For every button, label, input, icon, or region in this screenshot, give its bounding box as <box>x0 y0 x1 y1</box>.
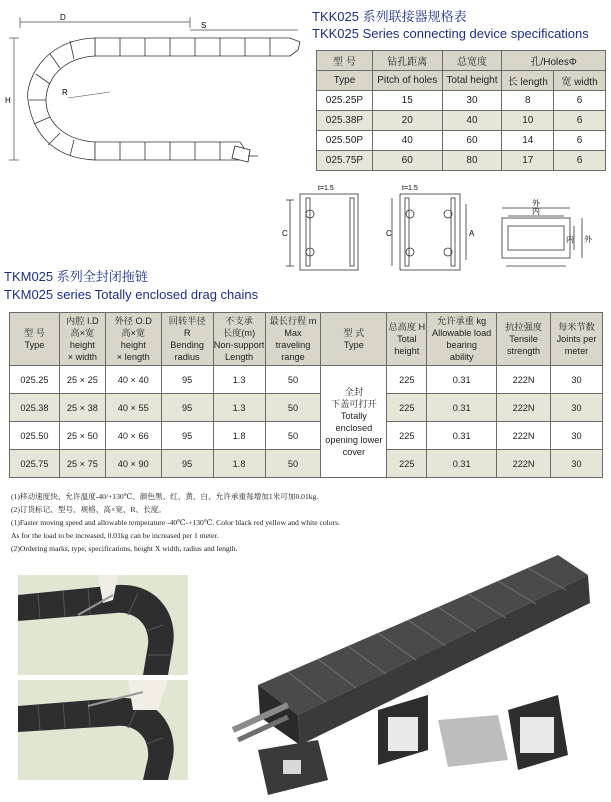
dim-label-r: R <box>62 88 68 97</box>
table-cell: 17 <box>502 151 554 171</box>
side-plate-outline <box>300 194 358 270</box>
header-load: 允许承重 kg Allowable load bearing ability <box>427 313 497 366</box>
header-tensile: 抗拉强度 Tensile strength <box>497 313 551 366</box>
table-cell: 30 <box>551 422 603 450</box>
conn-header-length: 长 length <box>502 71 554 91</box>
table-cell: 025.75 <box>10 450 60 478</box>
table-cell: 40 × 55 <box>105 394 161 422</box>
dim-label-c2: C <box>386 229 392 238</box>
table-cell: 225 <box>387 366 427 394</box>
table-cell: 10 <box>502 111 554 131</box>
table-row <box>10 422 603 450</box>
chain-upper-run <box>95 38 300 56</box>
note-1-en: (1)Faster moving speed and allowable temperature -40℃-+130℃. Color black red yellow and white colors. <box>11 518 340 527</box>
table-cell: 6 <box>554 131 606 151</box>
header-non-support-length: 不支承 长度(m) Non-support Length <box>213 313 265 366</box>
table-cell: 95 <box>161 422 213 450</box>
table-cell: 0.31 <box>427 422 497 450</box>
header-outer-diameter: 外径 O.D 高×宽 height × length <box>105 313 161 366</box>
table-cell: 6 <box>554 111 606 131</box>
table-row <box>317 151 606 171</box>
conn-header-type-en: Type <box>317 71 373 91</box>
header-total-height: 总高度 H Total height <box>387 313 427 366</box>
table-cell: 222N <box>497 366 551 394</box>
table-cell: 0.31 <box>427 394 497 422</box>
table-row <box>10 394 603 422</box>
dim-label-outer: 外 <box>532 199 540 208</box>
table-cell: 0.31 <box>427 366 497 394</box>
dim-label-outer-side: 外 <box>584 235 592 244</box>
photo-chain-closing <box>18 680 188 780</box>
header-inner-diameter: 内腔 I.D 高×宽 height × width <box>59 313 105 366</box>
dim-label-d: D <box>60 13 66 22</box>
photo-enclosed-drag-chain <box>228 545 611 802</box>
table-cell: 50 <box>265 450 321 478</box>
table-cell: 25 × 50 <box>59 422 105 450</box>
photo-chain-opening <box>18 575 188 675</box>
table-cell: 80 <box>442 151 502 171</box>
table-cell: 20 <box>372 111 442 131</box>
table-cell: 225 <box>387 422 427 450</box>
table-cell: 222N <box>497 422 551 450</box>
note-1-en-cont: As for the load to be increased, 0.01kg can be increased per 1 meter. <box>11 531 219 540</box>
conn-header-type-cn: 型 号 <box>317 51 373 71</box>
connector-title-en: TKK025 Series connecting device specifications <box>312 26 589 41</box>
header-style: 型 式 Type <box>321 313 387 366</box>
table-cell: 95 <box>161 394 213 422</box>
connector-spec-table <box>316 50 606 171</box>
table-cell: 50 <box>265 422 321 450</box>
drag-chain-spec-table <box>9 312 603 478</box>
table-cell: 8 <box>502 91 554 111</box>
table-cell: 14 <box>502 131 554 151</box>
table-cell: 25 × 75 <box>59 450 105 478</box>
table-cell: 40 × 66 <box>105 422 161 450</box>
table-cell: 222N <box>497 450 551 478</box>
dim-label-inner-side: 内 <box>566 235 574 244</box>
table-cell: 25 × 25 <box>59 366 105 394</box>
dim-label-inner: 内 <box>532 207 540 216</box>
table-cell: 50 <box>265 394 321 422</box>
table-cell: 30 <box>442 91 502 111</box>
table-row <box>10 366 603 394</box>
link-technical-drawings <box>270 180 610 280</box>
header-joints: 每米节数 Joints per meter <box>551 313 603 366</box>
table-cell: 6 <box>554 151 606 171</box>
header-type: 型 号 Type <box>10 313 60 366</box>
table-cell: 1.8 <box>213 422 265 450</box>
series-title-cn: TKM025 系列全封闭拖链 <box>4 269 148 284</box>
conn-header-height-en: Total height <box>442 71 502 91</box>
table-cell: 1.8 <box>213 450 265 478</box>
series-title-en: TKM025 series Totally enclosed drag chains <box>4 287 259 302</box>
table-cell: 30 <box>551 366 603 394</box>
table-cell: 225 <box>387 394 427 422</box>
series-title <box>4 268 258 304</box>
table-cell: 30 <box>551 394 603 422</box>
note-2-cn: (2)订货标记、型号、规格、高×宽、R、长度。 <box>11 505 166 514</box>
table-cell: 95 <box>161 450 213 478</box>
table-cell: 025.75P <box>317 151 373 171</box>
table-cell: 60 <box>442 131 502 151</box>
table-row <box>317 91 606 111</box>
header-bending-radius: 回转半径 R Bending radius <box>161 313 213 366</box>
table-cell: 40 × 40 <box>105 366 161 394</box>
table-row <box>317 111 606 131</box>
table-cell: 95 <box>161 366 213 394</box>
chain-bend <box>28 38 95 160</box>
cross-section-outline <box>502 218 570 258</box>
chain-lower-run <box>95 142 246 160</box>
table-cell: 40 <box>372 131 442 151</box>
conn-header-height-cn: 总宽度 <box>442 51 502 71</box>
table-cell: 025.38 <box>10 394 60 422</box>
dim-label-s: S <box>201 21 207 30</box>
table-cell: 30 <box>551 450 603 478</box>
dim-label-a: A <box>469 229 475 238</box>
conn-header-pitch-en: Pitch of holes <box>372 71 442 91</box>
table-cell: 025.50P <box>317 131 373 151</box>
dim-label-h: H <box>5 96 11 105</box>
table-cell: 225 <box>387 450 427 478</box>
dim-label-t1: t=1.5 <box>318 185 334 192</box>
table-cell: 15 <box>372 91 442 111</box>
note-1-cn: (1)移动速度快、允许温度-40/+130℃、颜色黑、红、黄、白、允许承重每增加1米可加0.01kg. <box>11 492 319 501</box>
conn-header-pitch-cn: 钻孔距离 <box>372 51 442 71</box>
table-cell: 40 <box>442 111 502 131</box>
table-cell: 222N <box>497 394 551 422</box>
table-cell: 40 × 90 <box>105 450 161 478</box>
header-max-travel: 最长行程 m Max traveling range <box>265 313 321 366</box>
table-row <box>10 450 603 478</box>
connector-title-cn: TKK025 系列联接器规格表 <box>312 9 467 24</box>
table-cell: 025.25P <box>317 91 373 111</box>
table-cell: 0.31 <box>427 450 497 478</box>
table-cell: 025.50 <box>10 422 60 450</box>
conn-header-width: 宽 width <box>554 71 606 91</box>
table-cell: 25 × 38 <box>59 394 105 422</box>
table-row <box>317 131 606 151</box>
dim-label-t2: t=1.5 <box>402 185 418 192</box>
table-cell: 025.38P <box>317 111 373 131</box>
table-cell: 50 <box>265 366 321 394</box>
conn-header-holes: 孔/HolesΦ <box>502 51 606 71</box>
drag-chain-side-drawing <box>0 0 310 190</box>
table-cell: 60 <box>372 151 442 171</box>
dim-label-c1: C <box>282 229 288 238</box>
table-cell: 6 <box>554 91 606 111</box>
table-cell: 025.25 <box>10 366 60 394</box>
connector-title <box>312 8 589 42</box>
note-2-en: (2)Ordering marks, type, specifications, height X width, radius and length. <box>11 544 238 553</box>
table-cell: 1.3 <box>213 394 265 422</box>
type-cell: 全封 下盖可打开 Totally enclosed opening lower cover <box>321 366 387 478</box>
table-cell: 1.3 <box>213 366 265 394</box>
